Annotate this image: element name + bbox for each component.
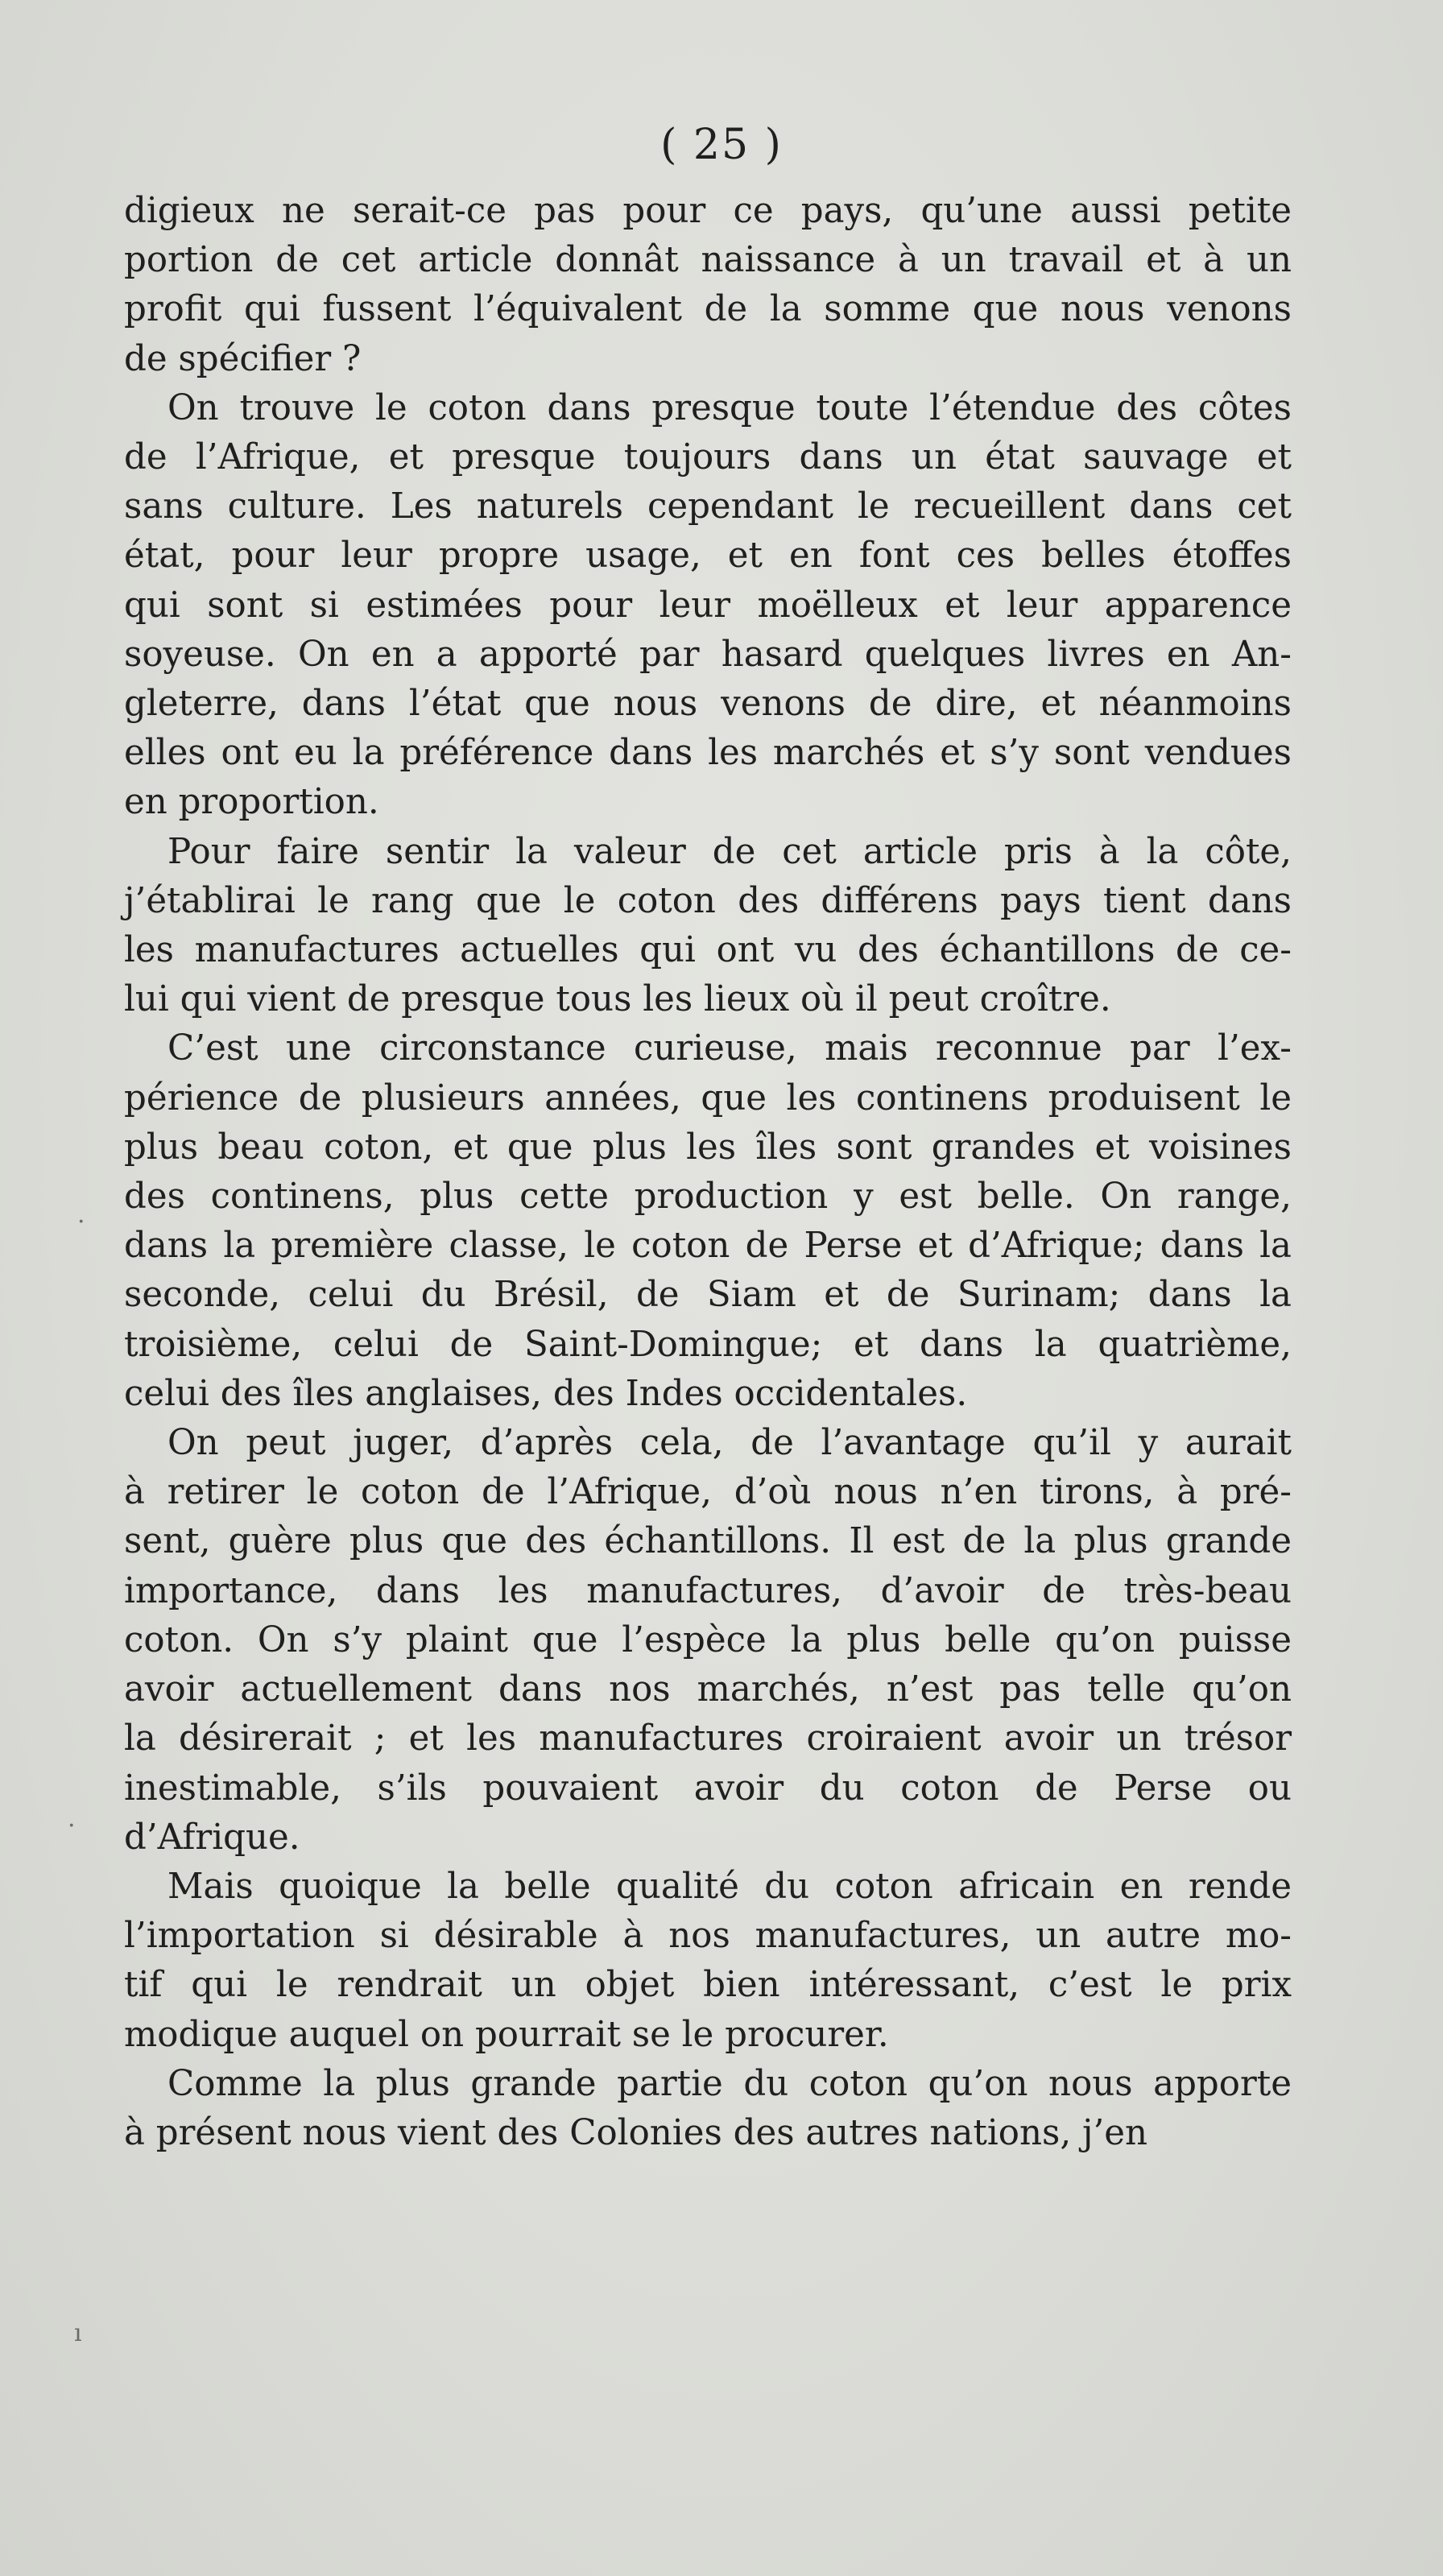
text-line: dans la première classe, le coton de Perse et d’Afrique; dans la bbox=[124, 1226, 1292, 1267]
margin-mark: · bbox=[68, 1812, 76, 1840]
text-line: On peut juger, d’après cela, de l’avantage qu’il y aurait bbox=[167, 1423, 1292, 1464]
text-line: de spécifier ? bbox=[124, 338, 362, 379]
text-line: portion de cet article donnât naissance à un travail et à un bbox=[124, 240, 1292, 281]
text-line: la désirerait ; et les manufactures croiraient avoir un trésor bbox=[124, 1718, 1292, 1759]
text-line: tif qui le rendrait un objet bien intéressant, c’est le prix bbox=[124, 1965, 1292, 2006]
text-line: sent, guère plus que des échantillons. Il est de la plus grande bbox=[124, 1521, 1292, 1562]
text-line: celui des îles anglaises, des Indes occidentales. bbox=[124, 1373, 968, 1414]
text-line: sans culture. Les naturels cependant le recueillent dans cet bbox=[124, 486, 1292, 527]
text-line: troisième, celui de Saint-Domingue; et dans la quatrième, bbox=[124, 1324, 1292, 1365]
text-line: à retirer le coton de l’Afrique, d’où nous n’en tirons, à pré- bbox=[124, 1472, 1292, 1513]
text-line: plus beau coton, et que plus les îles sont grandes et voisines bbox=[124, 1127, 1292, 1168]
text-line: C’est une circonstance curieuse, mais reconnue par l’ex- bbox=[167, 1028, 1292, 1069]
text-line: lui qui vient de presque tous les lieux où il peut croître. bbox=[124, 979, 1111, 1020]
paragraph bbox=[124, 1419, 1292, 1863]
paragraph bbox=[124, 1024, 1292, 1419]
text-line: Comme la plus grande partie du coton qu’on nous apporte bbox=[167, 2063, 1292, 2104]
text-line: Mais quoique la belle qualité du coton africain en rende bbox=[167, 1866, 1292, 1907]
text-line: soyeuse. On en a apporté par hasard quelques livres en An- bbox=[124, 634, 1292, 675]
text-line: Pour faire sentir la valeur de cet article pris à la côte, bbox=[167, 831, 1292, 872]
text-line: l’importation si désirable à nos manufactures, un autre mo- bbox=[124, 1916, 1292, 1957]
text-line: j’établirai le rang que le coton des différens pays tient dans bbox=[124, 880, 1292, 921]
text-line: seconde, celui du Brésil, de Siam et de Surinam; dans la bbox=[124, 1275, 1292, 1316]
paragraph bbox=[124, 2060, 1292, 2158]
paragraph bbox=[124, 828, 1292, 1025]
text-line: de l’Afrique, et presque toujours dans un état sauvage et bbox=[124, 437, 1292, 478]
text-line: les manufactures actuelles qui ont vu des échantillons de ce- bbox=[124, 930, 1292, 971]
text-line: état, pour leur propre usage, et en font ces belles étoffes bbox=[124, 535, 1292, 577]
paragraph bbox=[124, 1863, 1292, 2060]
text-line: elles ont eu la préférence dans les marchés et s’y sont vendues bbox=[124, 733, 1292, 774]
margin-mark: ı bbox=[74, 2319, 82, 2347]
text-line: avoir actuellement dans nos marchés, n’est pas telle qu’on bbox=[124, 1669, 1292, 1710]
text-line: inestimable, s’ils pouvaient avoir du coton de Perse ou bbox=[124, 1768, 1292, 1809]
text-line: des continens, plus cette production y est belle. On range, bbox=[124, 1176, 1292, 1218]
text-line: profit qui fussent l’équivalent de la somme que nous venons bbox=[124, 289, 1292, 330]
page-number: ( 25 ) bbox=[660, 121, 783, 169]
text-line: périence de plusieurs années, que les continens produisent le bbox=[124, 1077, 1292, 1118]
text-line: d’Afrique. bbox=[124, 1817, 300, 1858]
paragraph bbox=[124, 187, 1292, 384]
body-text bbox=[124, 187, 1292, 2158]
text-line: en proportion. bbox=[124, 782, 379, 823]
text-line: modique auquel on pourrait se le procurer. bbox=[124, 2014, 889, 2055]
paragraph bbox=[124, 384, 1292, 828]
text-line: importance, dans les manufactures, d’avoir de très-beau bbox=[124, 1570, 1292, 1611]
text-line: digieux ne serait-ce pas pour ce pays, qu’une aussi petite bbox=[124, 191, 1292, 231]
text-line: On trouve le coton dans presque toute l’étendue des côtes bbox=[167, 387, 1292, 428]
text-line: qui sont si estimées pour leur moëlleux et leur apparence bbox=[124, 585, 1292, 626]
text-line: coton. On s’y plaint que l’espèce la plus belle qu’on puisse bbox=[124, 1619, 1292, 1660]
margin-mark: · bbox=[77, 1208, 85, 1236]
text-line: gleterre, dans l’état que nous venons de dire, et néanmoins bbox=[124, 684, 1292, 725]
text-line: à présent nous vient des Colonies des autres nations, j’en bbox=[124, 2112, 1148, 2153]
